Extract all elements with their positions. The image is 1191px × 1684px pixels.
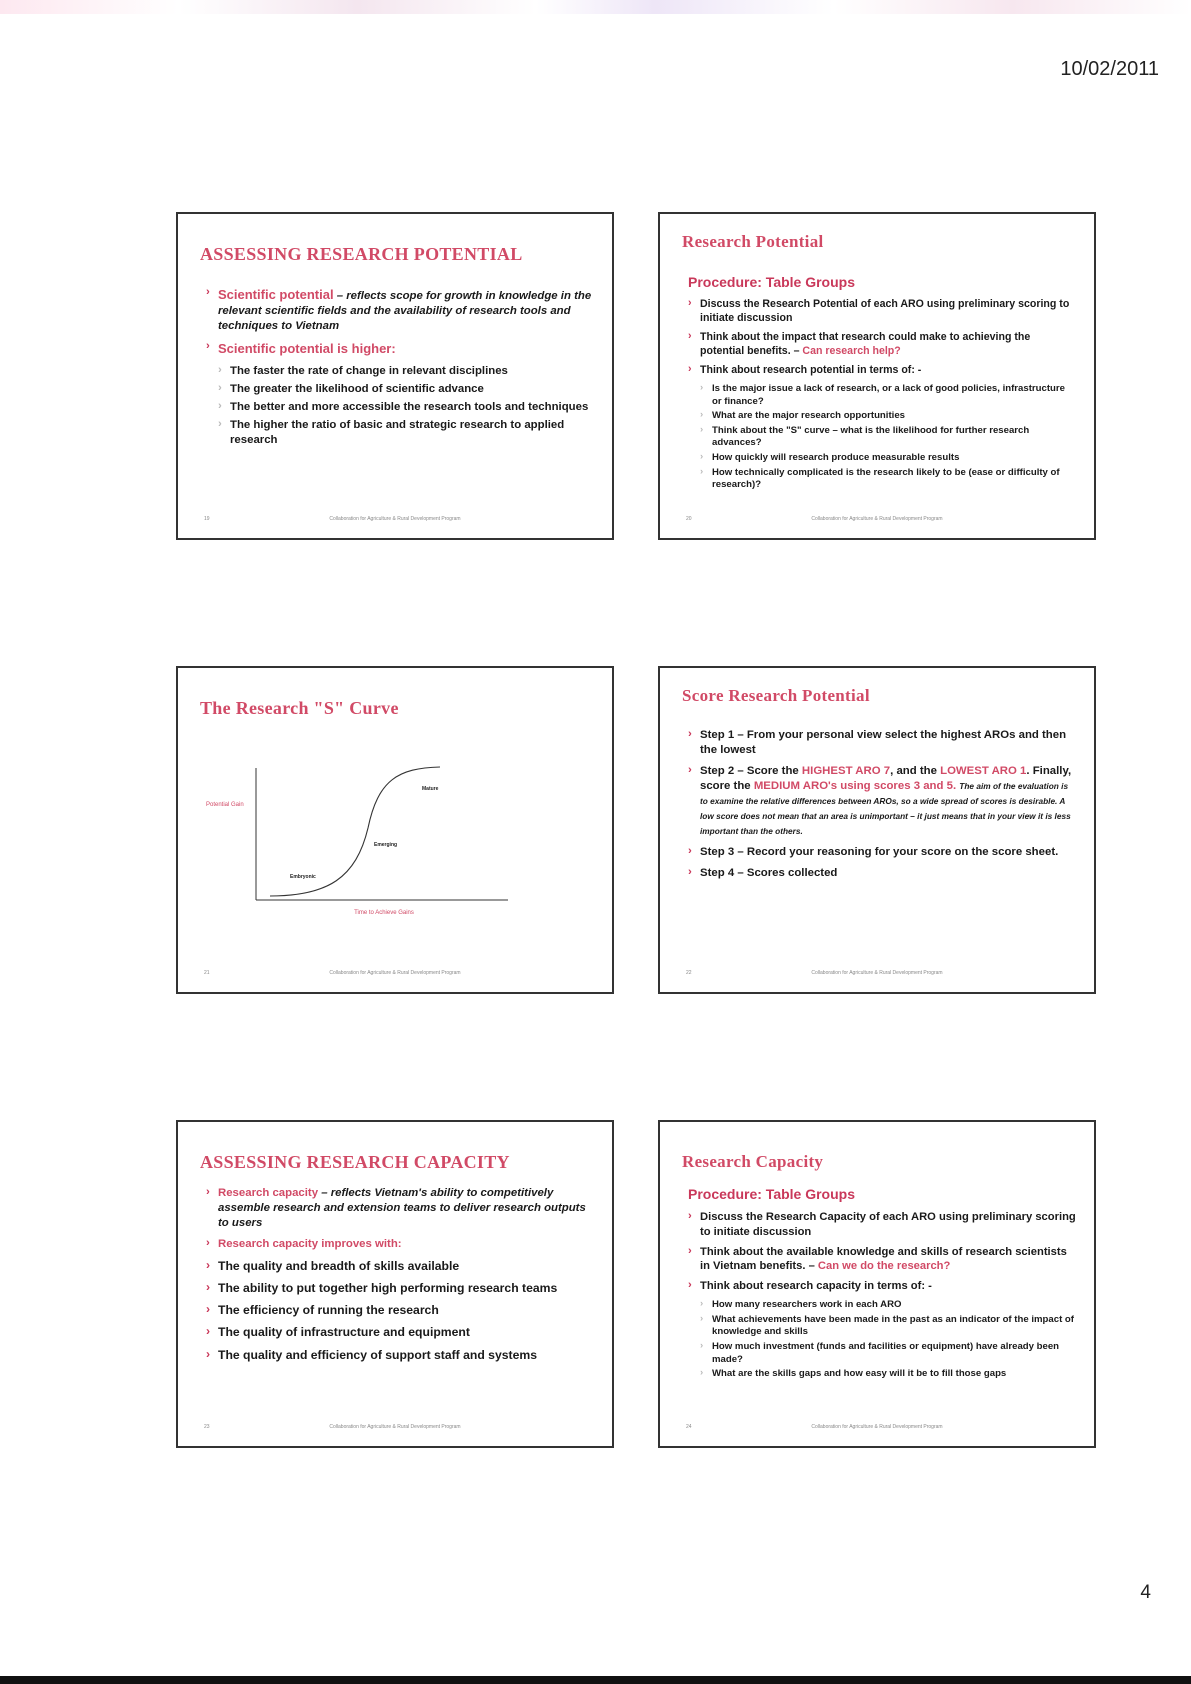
footer-text: Collaboration for Agriculture & Rural Development Program [811, 516, 943, 522]
curve-point-label: Mature [422, 786, 439, 792]
bullet-highlight: Can research help? [802, 344, 901, 357]
bullet-list [686, 298, 1076, 494]
bullet-item: › Discuss the Research Potential of each ARO using preliminary scoring to initiate discussion [686, 298, 1076, 326]
slide-23 [176, 1120, 614, 1448]
sub-bullet-item: › The greater the likelihood of scientific advance [216, 382, 594, 397]
bullet-item [686, 331, 1076, 359]
slide-subtitle: Procedure: Table Groups [688, 274, 855, 290]
bullet-item: › The quality and breadth of skills available [204, 1258, 594, 1274]
bullet-item: › The quality of infrastructure and equipment [204, 1324, 594, 1340]
step-highlight: MEDIUM ARO's using scores 3 and 5. [753, 780, 957, 793]
term: Research capacity [218, 1187, 319, 1199]
step-text: , and the [890, 765, 941, 778]
slide-24 [658, 1120, 1096, 1448]
slide-number: 21 [204, 970, 210, 976]
slide-title: Score Research Potential [682, 686, 870, 705]
bullet-item: › Think about research potential in terms of: - [686, 364, 1076, 378]
x-axis-label: Time to Achieve Gains [354, 910, 414, 916]
bullet-item: › Step 3 – Record your reasoning for your score on the score sheet. [686, 845, 1076, 860]
slide-title: The Research "S" Curve [200, 698, 399, 718]
slide-21 [176, 666, 614, 994]
step-text: . Finally, score the [700, 765, 1072, 793]
sub-bullet-item: › How many researchers work in each ARO [698, 1299, 1076, 1312]
sub-bullet-item: › Is the major issue a lack of research, or a lack of good policies, infrastructure or finance? [698, 383, 1076, 408]
slide-title: ASSESSING RESEARCH CAPACITY [200, 1152, 510, 1172]
top-color-strip [0, 0, 1191, 14]
curve-point-label: Emerging [374, 842, 398, 848]
sub-bullet-item: › The higher the ratio of basic and strategic research to applied research [216, 418, 594, 448]
bullet-item [204, 1237, 594, 1252]
slide-22 [658, 666, 1096, 994]
step-note: The aim of the evaluation is to examine the relative differences between AROs, so a wide spread of scores is desirable. A low score does not mean that an area is unimportant – it just means that in your view it is less important than the others. [700, 781, 1071, 837]
footer-text: Collaboration for Agriculture & Rural Development Program [811, 1424, 943, 1430]
bullet-list [204, 1186, 594, 1369]
bullet-list [686, 1210, 1076, 1383]
y-axis-label: Potential Gain [206, 802, 244, 808]
sub-bullet-item: › The better and more accessible the research tools and techniques [216, 400, 594, 415]
slide-number: 22 [686, 970, 692, 976]
slide-title: Research Potential [682, 232, 824, 251]
slide-footer [178, 970, 612, 980]
slide-footer [660, 970, 1094, 980]
bullet-item: › Think about research capacity in terms of: - [686, 1279, 1076, 1294]
bullet-highlight: Can we do the research? [817, 1260, 951, 1273]
term: Scientific potential is higher: [218, 341, 396, 357]
page-date: 10/02/2011 [1060, 58, 1159, 80]
bullet-item: › Step 1 – From your personal view select the highest AROs and then the lowest [686, 728, 1076, 758]
bullet-item [686, 1245, 1076, 1275]
slide-20 [658, 212, 1096, 540]
bullet-item [204, 286, 594, 334]
footer-text: Collaboration for Agriculture & Rural Development Program [811, 970, 943, 976]
sub-bullet-item: › What achievements have been made in the past as an indicator of the impact of knowledge and skills [698, 1314, 1076, 1339]
slide-footer [178, 1424, 612, 1434]
term: Research capacity improves with: [218, 1238, 402, 1251]
sub-bullet-item: › What are the major research opportunities [698, 410, 1076, 423]
sub-bullet-item: › How technically complicated is the research likely to be (ease or difficulty of research)? [698, 467, 1076, 492]
slide-number: 23 [204, 1424, 210, 1430]
bullet-item: › Discuss the Research Capacity of each ARO using preliminary scoring to initiate discussion [686, 1210, 1076, 1240]
curve-point-label: Embryonic [290, 874, 316, 880]
step-highlight: LOWEST ARO 1 [940, 765, 1027, 778]
bullet-list [686, 728, 1076, 887]
bullet-text: Think about the impact that research could make to achieving the potential benefits. – [700, 330, 1031, 357]
bullet-item [204, 1186, 594, 1231]
slide-title: Research Capacity [682, 1152, 824, 1171]
footer-text: Collaboration for Agriculture & Rural Development Program [329, 516, 461, 522]
bullet-list [204, 286, 594, 451]
slide-title: ASSESSING RESEARCH POTENTIAL [200, 244, 523, 264]
slide-subtitle: Procedure: Table Groups [688, 1186, 855, 1202]
bullet-item: › The ability to put together high performing research teams [204, 1280, 594, 1296]
step-highlight: HIGHEST ARO 7 [801, 765, 891, 778]
definition: – reflects Vietnam's ability to competitively assemble research and extension teams to deliver research outputs to users [218, 1187, 586, 1230]
page-number: 4 [1140, 1582, 1151, 1603]
slide-19 [176, 212, 614, 540]
term: Scientific potential [218, 287, 334, 302]
definition: – reflects scope for growth in knowledge in the relevant scientific fields and the availability of research tools and techniques to Vietnam [218, 290, 592, 333]
slide-footer [660, 1424, 1094, 1434]
slide-footer [178, 516, 612, 526]
footer-text: Collaboration for Agriculture & Rural Development Program [329, 970, 461, 976]
sub-bullet-item: › What are the skills gaps and how easy will it be to fill those gaps [698, 1368, 1076, 1381]
sub-bullet-item: › The faster the rate of change in relevant disciplines [216, 364, 594, 379]
slide-number: 24 [686, 1424, 692, 1430]
bullet-item [686, 764, 1076, 839]
footer-text: Collaboration for Agriculture & Rural Development Program [329, 1424, 461, 1430]
s-curve-chart [178, 668, 612, 992]
bullet-item: › The quality and efficiency of support staff and systems [204, 1347, 594, 1363]
step-text: Step 2 – Score the [700, 765, 802, 778]
bottom-edge [0, 1676, 1191, 1684]
slide-number: 19 [204, 516, 210, 522]
bullet-item: › Step 4 – Scores collected [686, 866, 1076, 881]
bullet-item: › The efficiency of running the research [204, 1302, 594, 1318]
bullet-item [204, 340, 594, 358]
sub-bullet-item: › Think about the "S" curve – what is the likelihood for further research advances? [698, 425, 1076, 450]
bullet-text: Think about the available knowledge and skills of research scientists in Vietnam benefits. – [700, 1245, 1067, 1273]
sub-bullet-item: › How much investment (funds and facilities or equipment) have already been made? [698, 1341, 1076, 1366]
sub-bullet-item: › How quickly will research produce measurable results [698, 452, 1076, 465]
slide-number: 20 [686, 516, 692, 522]
slide-footer [660, 516, 1094, 526]
